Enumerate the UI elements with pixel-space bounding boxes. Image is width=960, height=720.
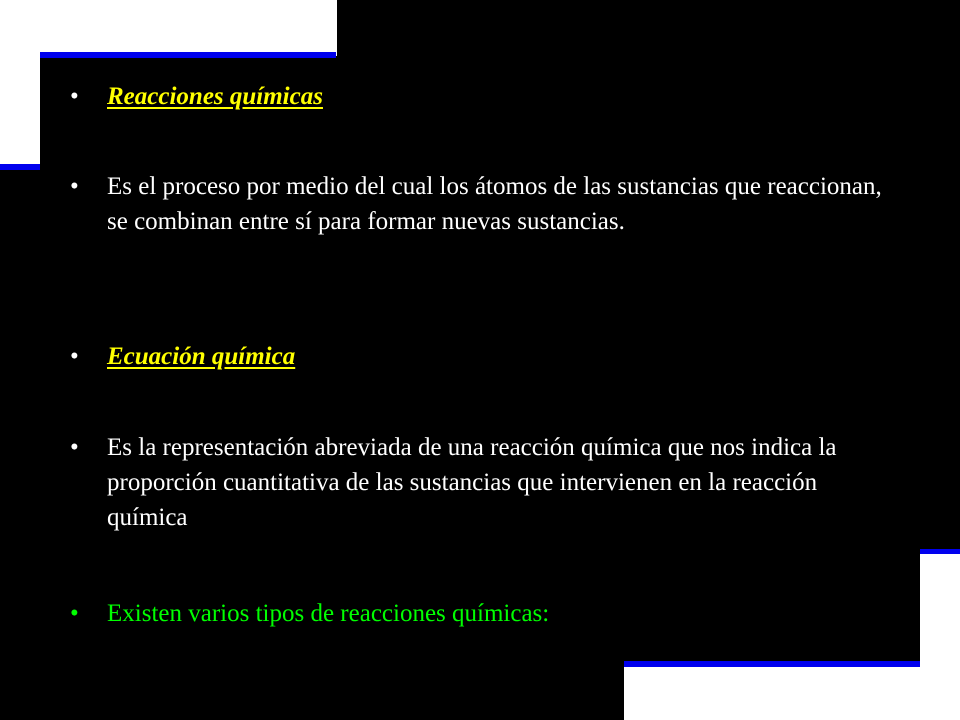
corner-decoration-bottom-right xyxy=(624,666,920,720)
accent-bar-left xyxy=(0,164,40,170)
bullet-marker: • xyxy=(70,173,79,200)
corner-decoration-top-left xyxy=(0,0,337,56)
bullet-item-highlight xyxy=(70,596,897,631)
bullet-item-definition xyxy=(70,169,897,239)
bullet-marker: • xyxy=(70,434,79,461)
accent-bar-bottom xyxy=(624,661,920,667)
heading-reacciones-quimicas: Reacciones químicas xyxy=(107,83,323,110)
highlight-text: Existen varios tipos de reacciones químicas: xyxy=(107,600,550,627)
heading-ecuacion-quimica: Ecuación química xyxy=(107,343,296,370)
bullet-item-heading xyxy=(70,79,897,114)
bullet-item-heading xyxy=(70,339,897,374)
bullet-marker: • xyxy=(70,600,79,627)
accent-bar-right xyxy=(920,549,960,554)
definition-text: Es el proceso por medio del cual los átomos de las sustancias que reaccionan, se combinan entre sí para formar nuevas sustancias. xyxy=(107,173,882,235)
accent-bar-top xyxy=(40,52,336,58)
bullet-item-definition xyxy=(70,430,897,535)
corner-decoration-right xyxy=(920,553,960,720)
definition-text: Es la representación abreviada de una reacción química que nos indica la proporción cuantitativa de las sustancias que intervienen en la reacción química xyxy=(107,434,837,531)
corner-decoration-left xyxy=(0,56,40,164)
bullet-marker: • xyxy=(70,83,79,110)
bullet-marker: • xyxy=(70,343,79,370)
